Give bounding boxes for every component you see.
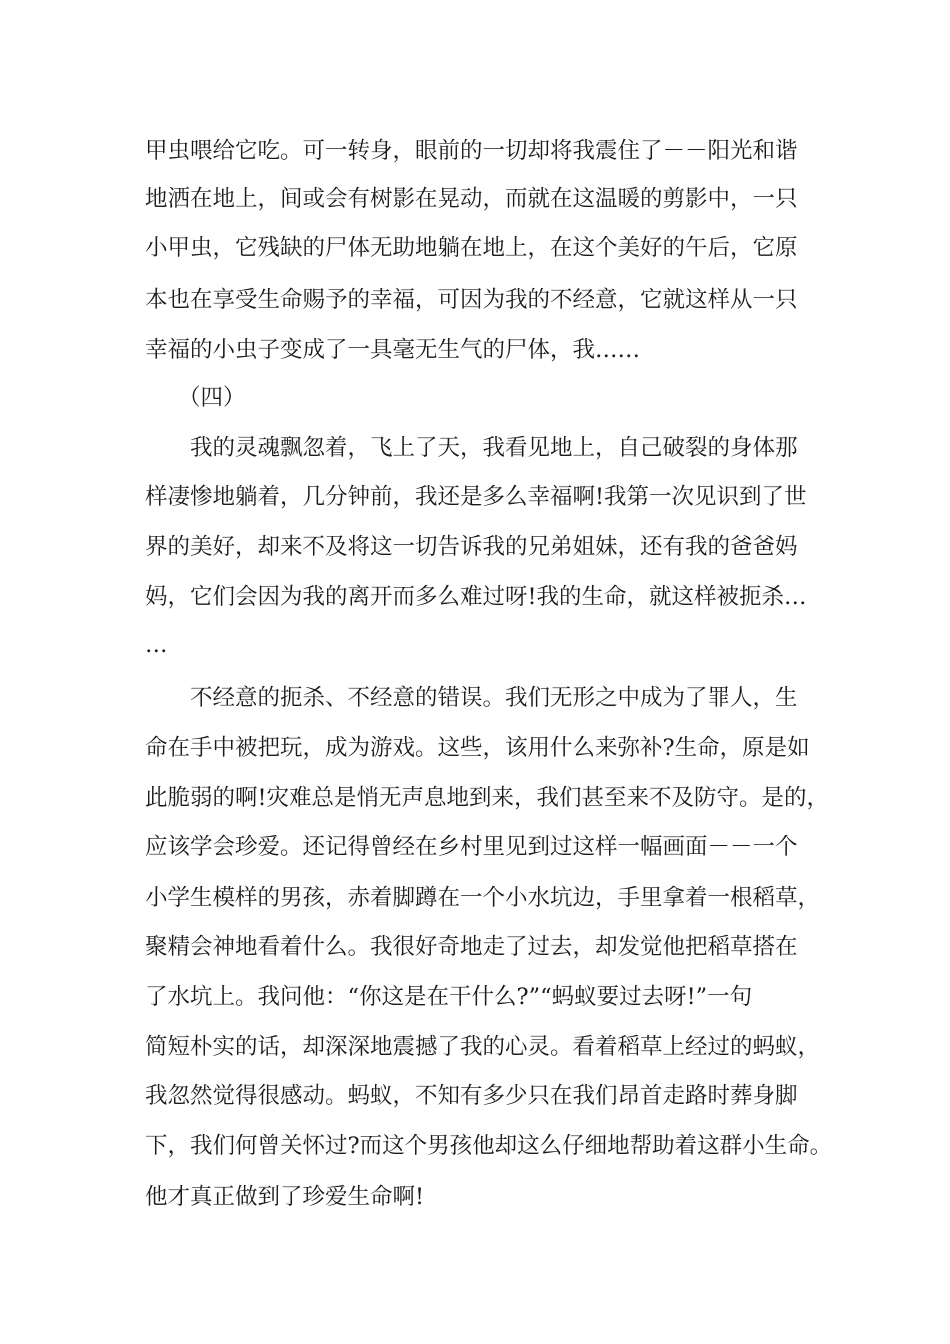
text-line: 简短朴实的话，却深深地震撼了我的心灵。看着稻草上经过的蚂蚁， (145, 1034, 821, 1060)
text-line: … (145, 632, 168, 658)
text-line: 小学生模样的男孩，赤着脚蹲在一个小水坑边，手里拿着一根稻草， (145, 885, 821, 911)
text-line: 了水坑上。我问他：“你这是在干什么?”“蚂蚁要过去呀!”一句 (145, 984, 753, 1010)
text-line: 聚精会神地看着什么。我很好奇地走了过去，却发觉他把稻草搭在 (145, 934, 798, 960)
section-heading: （四） (178, 385, 246, 411)
text-line: 命在手中被把玩，成为游戏。这些，该用什么来弥补?生命，原是如 (145, 735, 810, 761)
text-line: 他才真正做到了珍爱生命啊! (145, 1184, 425, 1210)
text-line: 甲虫喂给它吃。可一转身，眼前的一切却将我震住了－－阳光和谐 (145, 138, 798, 164)
text-line: 不经意的扼杀、不经意的错误。我们无形之中成为了罪人，生 (190, 685, 798, 711)
text-line: 此脆弱的啊!灾难总是悄无声息地到来，我们甚至来不及防守。是的， (145, 785, 830, 811)
text-line: 我的灵魂飘忽着，飞上了天，我看见地上，自己破裂的身体那 (190, 435, 798, 461)
text-line: 应该学会珍爱。还记得曾经在乡村里见到过这样一幅画面－－一个 (145, 834, 798, 860)
text-line: 本也在享受生命赐予的幸福，可因为我的不经意，它就这样从一只 (145, 287, 798, 313)
text-line: 幸福的小虫子变成了一具毫无生气的尸体，我…… (145, 337, 641, 363)
text-line: 下，我们何曾关怀过?而这个男孩他却这么仔细地帮助着这群小生命。 (145, 1133, 833, 1159)
text-line: 界的美好，却来不及将这一切告诉我的兄弟姐妹，还有我的爸爸妈 (145, 534, 798, 560)
text-line: 样凄惨地躺着，几分钟前，我还是多么幸福啊!我第一次见识到了世 (145, 484, 807, 510)
text-line: 我忽然觉得很感动。蚂蚁，不知有多少只在我们昂首走路时葬身脚 (145, 1083, 798, 1109)
text-line: 妈，它们会因为我的离开而多么难过呀!我的生命，就这样被扼杀… (145, 584, 807, 610)
text-line: 地洒在地上，间或会有树影在晃动，而就在这温暖的剪影中，一只 (145, 186, 798, 212)
text-line: 小甲虫，它残缺的尸体无助地躺在地上，在这个美好的午后，它原 (145, 235, 798, 261)
